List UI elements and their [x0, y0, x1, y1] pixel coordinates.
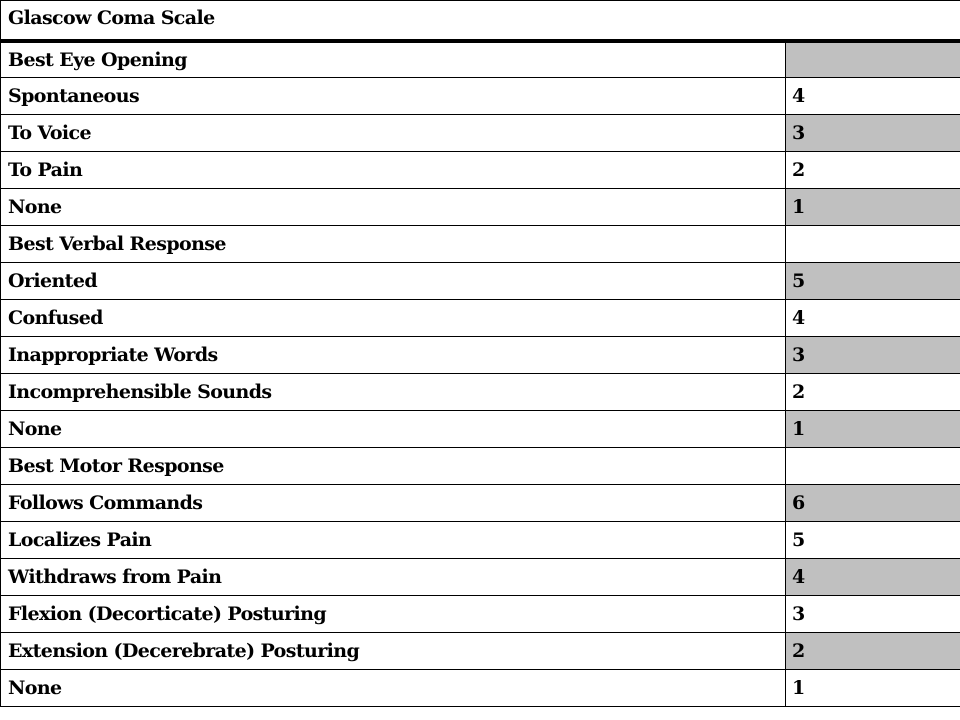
item-score: 1: [786, 670, 960, 707]
item-score: 4: [786, 78, 960, 115]
table-row: [1, 559, 960, 596]
item-score: 3: [786, 596, 960, 633]
table-row: [1, 115, 960, 152]
item-score: 1: [786, 411, 960, 448]
item-score: 4: [786, 559, 960, 596]
title-spacer-cell: [786, 1, 960, 41]
item-label: Localizes Pain: [1, 522, 786, 559]
item-label: Confused: [1, 300, 786, 337]
item-label: Oriented: [1, 263, 786, 300]
item-label: Incomprehensible Sounds: [1, 374, 786, 411]
table-row: [1, 300, 960, 337]
item-score: 3: [786, 337, 960, 374]
item-label: Spontaneous: [1, 78, 786, 115]
section-heading-row-motor: [1, 448, 960, 485]
title-row: [1, 1, 960, 41]
table-row: [1, 522, 960, 559]
table-row: [1, 337, 960, 374]
item-label: Flexion (Decorticate) Posturing: [1, 596, 786, 633]
item-label: Inappropriate Words: [1, 337, 786, 374]
item-score: 1: [786, 189, 960, 226]
table-row: [1, 189, 960, 226]
section-score-cell-verbal: [786, 226, 960, 263]
table-row: [1, 78, 960, 115]
item-label: Withdraws from Pain: [1, 559, 786, 596]
item-label: Extension (Decerebrate) Posturing: [1, 633, 786, 670]
table-title: Glascow Coma Scale: [1, 1, 786, 41]
section-heading-motor-response: Best Motor Response: [1, 448, 786, 485]
table-row: [1, 411, 960, 448]
table-row: [1, 485, 960, 522]
table-row: [1, 633, 960, 670]
item-label: To Pain: [1, 152, 786, 189]
item-score: 3: [786, 115, 960, 152]
item-score: 2: [786, 374, 960, 411]
section-heading-eye-opening: Best Eye Opening: [1, 41, 786, 78]
item-score: 2: [786, 152, 960, 189]
section-heading-row-verbal: [1, 226, 960, 263]
section-heading-row-eye: [1, 41, 960, 78]
table-row: [1, 152, 960, 189]
table-row: [1, 670, 960, 707]
item-label: None: [1, 411, 786, 448]
item-score: 2: [786, 633, 960, 670]
item-score: 5: [786, 263, 960, 300]
section-heading-verbal-response: Best Verbal Response: [1, 226, 786, 263]
item-label: None: [1, 670, 786, 707]
table-row: [1, 596, 960, 633]
table-row: [1, 263, 960, 300]
item-label: Follows Commands: [1, 485, 786, 522]
item-label: To Voice: [1, 115, 786, 152]
table-row: [1, 374, 960, 411]
item-score: 5: [786, 522, 960, 559]
item-score: 6: [786, 485, 960, 522]
item-score: 4: [786, 300, 960, 337]
item-label: None: [1, 189, 786, 226]
section-score-cell-motor: [786, 448, 960, 485]
section-score-cell-eye: [786, 41, 960, 78]
